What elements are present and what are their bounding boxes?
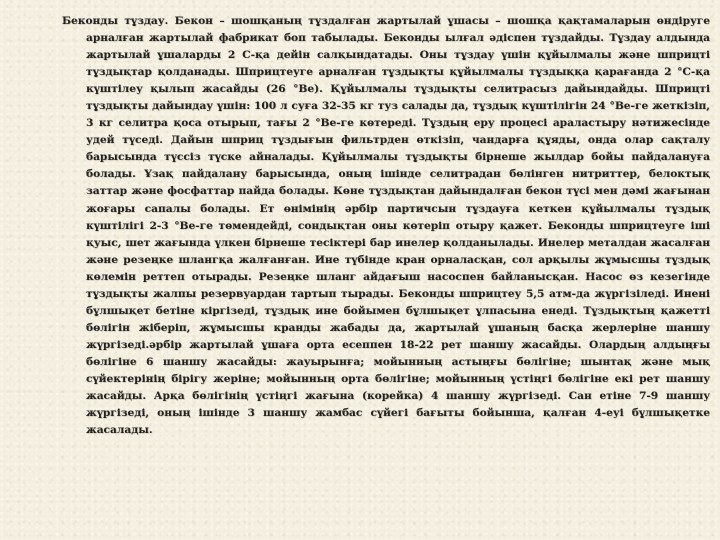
body-paragraph: Беконды тұздау. Бекон – шошқаның тұздалған жартылай ұшасы – шошқа қақтамаларын өндіруге арналған жартылай фабрикат боп табылады. Беконды ылғал әдіспен тұздайды. Тұздау алдында жартылай ұшаларды 2 С-қа дейін салқындатады. Оны тұздау үшін құйылмалы және шприцті тұздықтар қолданады. Шприцтеуге арналған тұздықты құйылмалы тұздыққа қарағанда 2 °С-қа күштілеу қылып жасайды (26 °Ве). Құйылмалы тұздықты селитрасыз дайындайды. Шприцті тұздықты дайындау үшін: 100 л суға 32-35 кг туз салады да, тұздық күштілігін 24 °Ве-ге жеткізіп, 3 кг селитра қоса отырып, тағы 2 °Ве-ге көтереді. Тұздың еру процесі араластыру нәтижесінде удей түседі. Дайын шприц тұздығын фильтрден өткізіп, чандарға құяды, онда олар сақталу барысында түссіз түске айналады. Құйылмалы тұздықты бірнеше жылдар бойы пайдалануға болады. Ұзақ пайдалану барысында, оның ішінде селитрадан бөлінген нитриттер, белоктық заттар және фосфаттар пайда болады. Көне тұздықтан дайындалған бекон түсі мен дәмі жағынан жоғары сапалы болады. Ет өнімінің әрбір партичсын тұздауға кеткен құйылмалы тұздық күштілігі 2-3 °Ве-ге төмендейді, сондықтан оны көтеріп отыру қажет. Беконды шприцтеуге іші қуыс, шет жағында үлкен бірнеше тесіктері бар инелер қолданылады. Инелер металдан жасалған және резеңке шлангқа жалғанған. Ине түбінде кран орналасқан, сол арқылы жұмысшы тұздық көлемін реттеп отырады. Резеңке шланг айдағыш насоспен байланысқан. Насос өз кезегінде тұздықты жалпы резервуардан тартып тырады. Беконды шприцтеу 5,5 атм-да жүргізіледі. Инені бұлшықет бетіне кіргізеді, тұздық ине бойымен бұлшықет ұлпасына енеді. Тұздықтың қажетті бөлігін жіберіп, жұмысшы кранды жабады да, жартылай ұшаның басқа жерлеріне шаншу жүргізеді.әрбір жартылай ұшаға орта есеппен 18-22 рет шаншу жасайды. Олардың алдыңғы бөлігіне 6 шаншу жасайды: жауырынға; мойынның астыңғы бөлігіне; шынтақ және мық сүйектерінің бірігу жеріне; мойынның орта бөлігіне; мойынның үстіңгі бөлігіне екі рет шаншу жасайды. Арқа бөлігінің үстіңгі жағына (корейка) 4 шаншу жүргізеді. Сан етіне 7-9 шаншу жүргізеді, оның ішінде 3 шаншу жамбас сүйегі бағыты бойынша, қалған 4-еуі бұлшықетке жасалады. bbox=[62, 15, 710, 437]
